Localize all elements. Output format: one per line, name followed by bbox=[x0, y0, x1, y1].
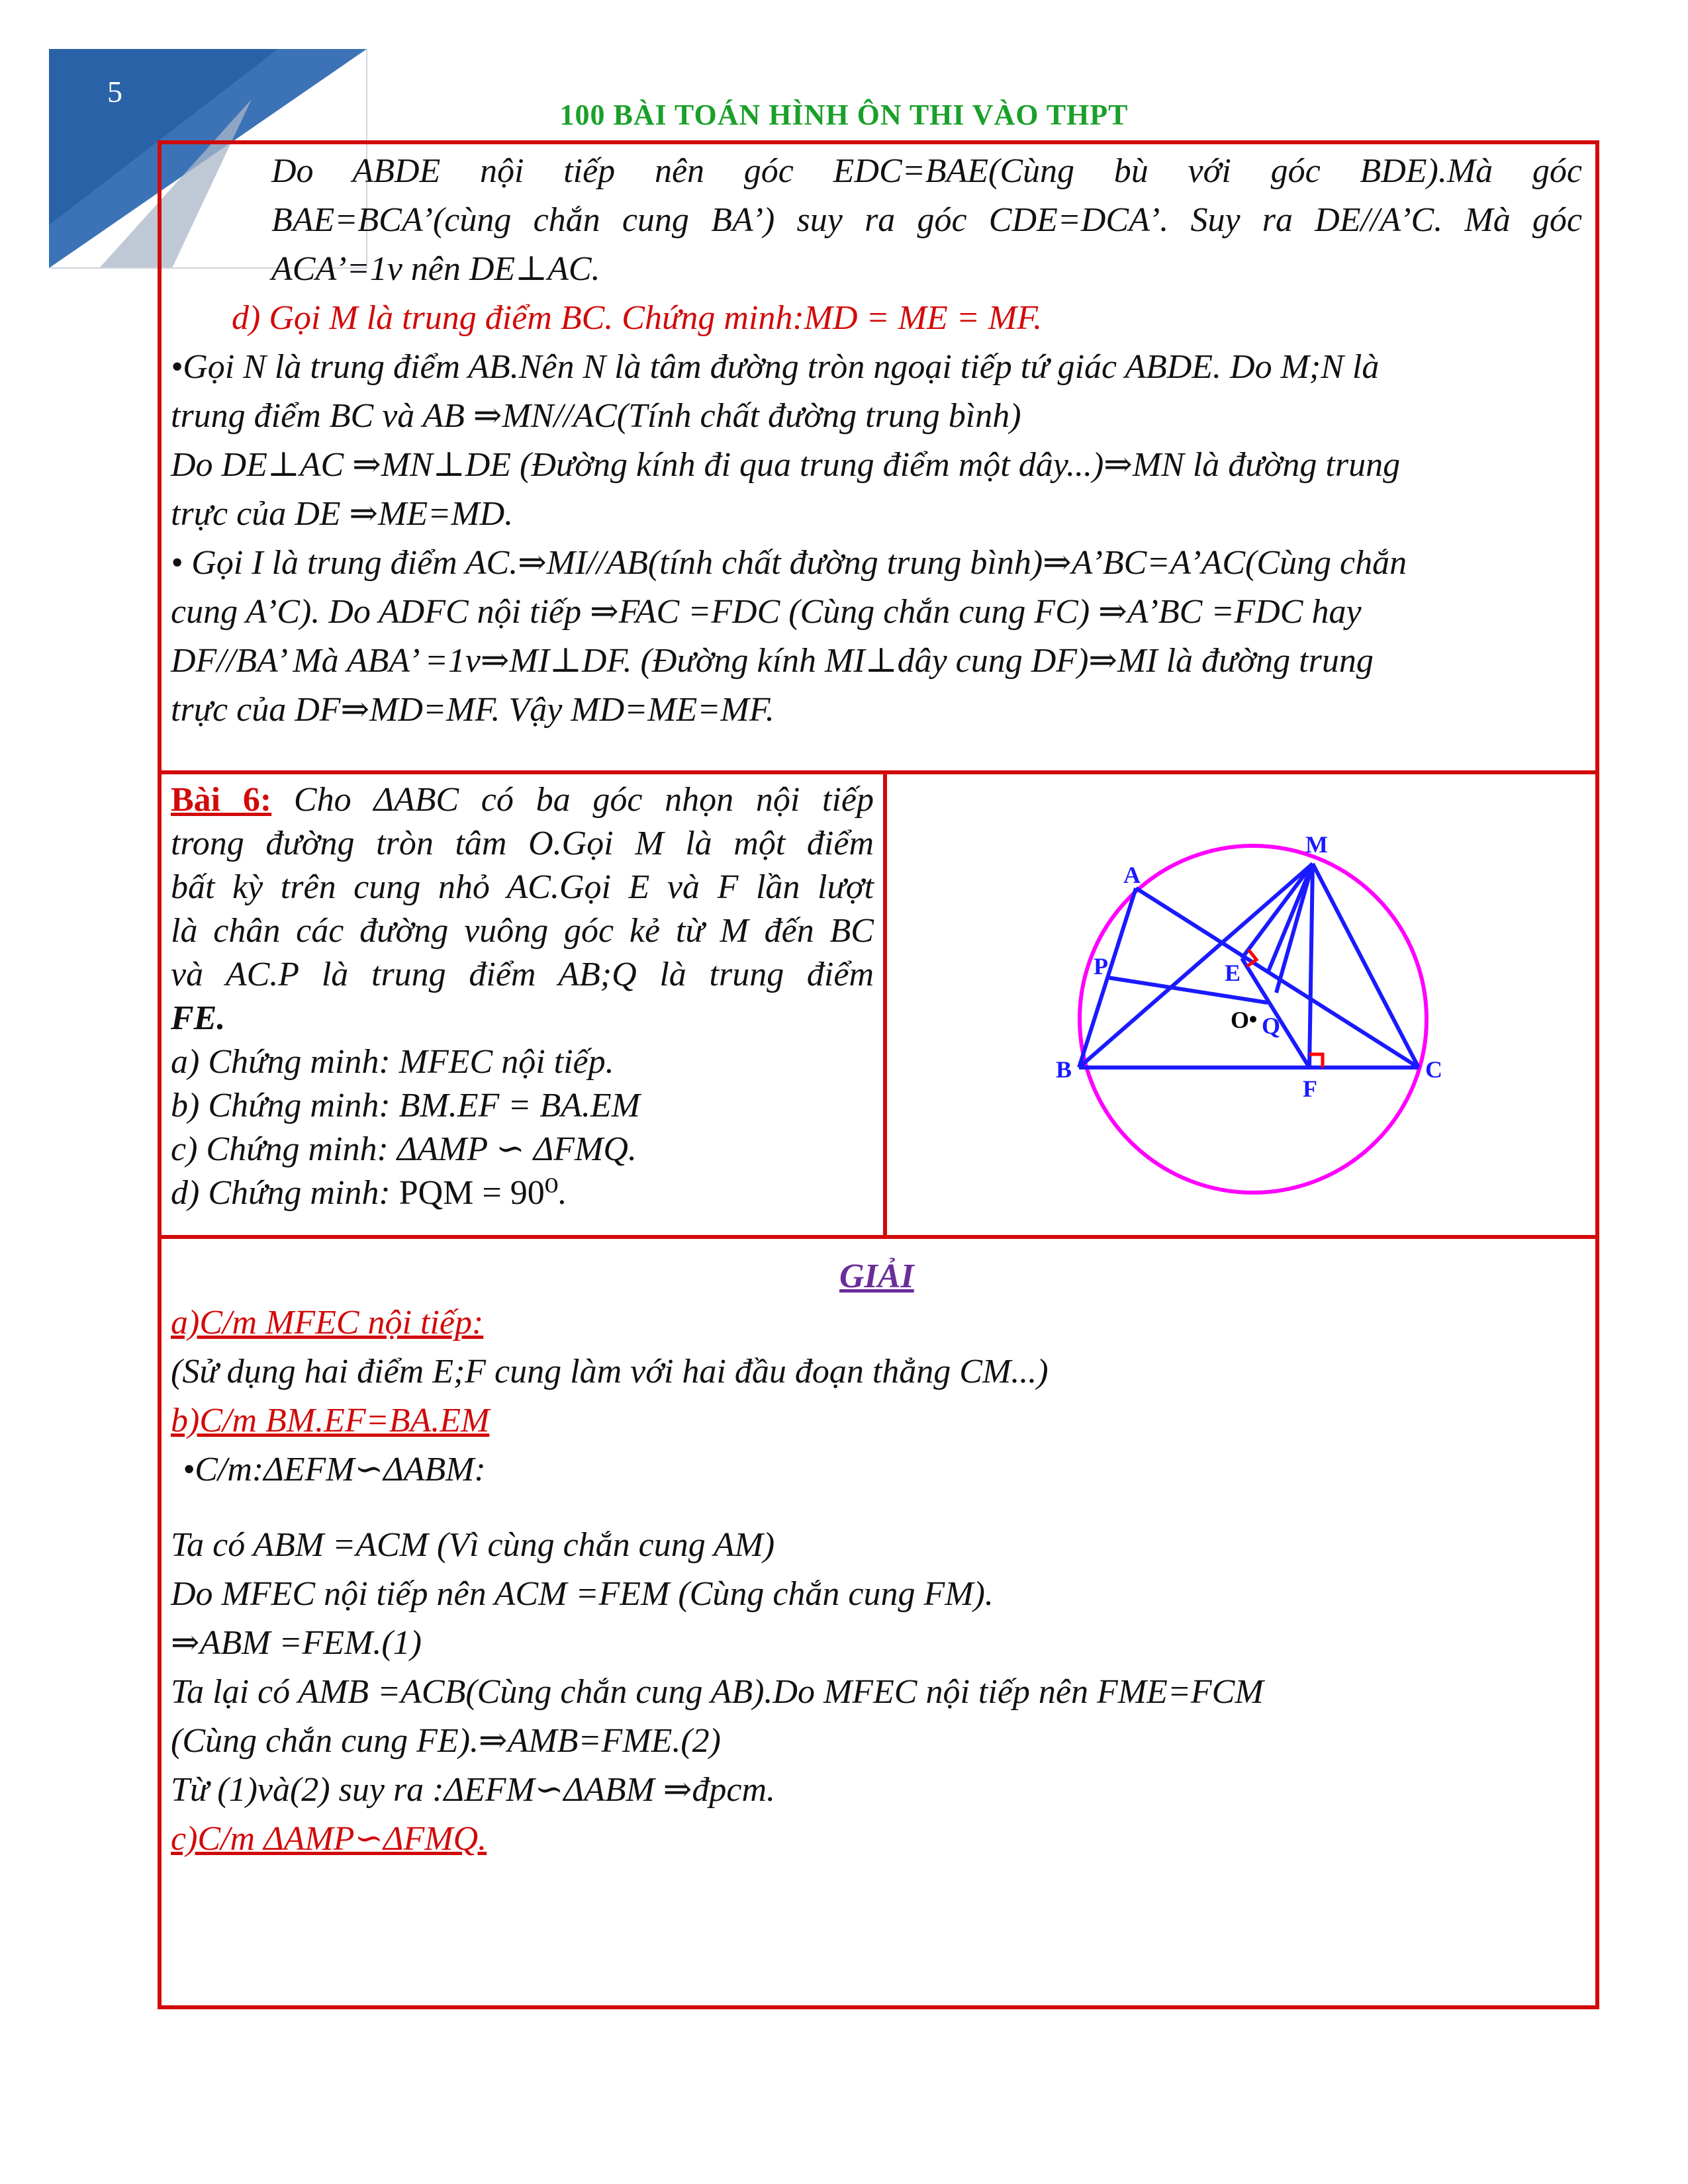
geometry-figure bbox=[887, 774, 1595, 1235]
label-c: C bbox=[1425, 1056, 1442, 1083]
divider-2 bbox=[158, 1235, 1599, 1239]
solution-heading: GIẢI bbox=[839, 1257, 914, 1295]
label-q: Q bbox=[1262, 1013, 1281, 1039]
angle-formula: PQM = 90⁰ bbox=[399, 1174, 559, 1212]
label-p: P bbox=[1094, 953, 1108, 979]
center-point bbox=[1250, 1016, 1256, 1023]
proof-paragraph-i: • Gọi I là trung điểm AC.⇒MI//AB(tính chất đường trung bình)⇒A’BC=A’AC(Cùng chắn cung A’C). Do ADFC nội tiếp ⇒FAC =FDC (Cùng chắn cung FC) ⇒A’BC =FDC hay DF//BA’ Mà ABA’ =1v⇒MI⊥DF. (Đường kính MI⊥dây cung DF)⇒MI là đường trung trực của DF⇒MD=MF. Vậy MD=ME=MF. bbox=[171, 544, 1407, 729]
label-e: E bbox=[1225, 960, 1241, 986]
label-b: B bbox=[1056, 1056, 1072, 1083]
page-number: 5 bbox=[107, 75, 122, 109]
document-title: 100 BÀI TOÁN HÌNH ÔN THI VÀO THPT bbox=[559, 99, 1129, 131]
part-d-heading: d) Gọi M là trung điểm BC. Chứng minh:MD = ME = MF. bbox=[232, 299, 1043, 337]
label-f: F bbox=[1303, 1075, 1317, 1102]
solution-body: a)C/m MFEC nội tiếp: (Sử dụng hai điểm E;F cung làm với hai đầu đoạn thẳng CM...) b)C/m BM.EF=BA.EM •C/m:ΔEFM∽ΔABM: Ta có ABM =ACM (Vì cùng chắn cung AM) Do MFEC nội tiếp nên ACM =FEM (Cùng chắn cung FM). ⇒ABM =FEM.(1) Ta lại có AMB =ACB(Cùng chắn cung AB).Do MFEC nội tiếp nên FME=FCM (Cùng chắn cung FE).⇒AMB=FME.(2) Từ (1)và(2) suy ra :ΔEFM∽ΔABM ⇒đpcm. c)C/m ΔAMP∽ΔFMQ. bbox=[171, 1304, 1264, 1858]
label-a: A bbox=[1123, 862, 1141, 888]
proof-paragraph-c: Do ABDE nội tiếp nên góc EDC=BAE(Cùng bù với góc BDE).Mà góc BAE=BCA’(cùng chắn cung BA’) suy ra góc CDE=DCA’. Suy ra DE//A’C. Mà góc ACA’=1v nên DE⊥AC. bbox=[271, 152, 1582, 288]
label-o: O bbox=[1231, 1007, 1250, 1033]
problem-6-statement: Bài 6: Cho ΔABC có ba góc nhọn nội tiếp trong đường tròn tâm O.Gọi M là một điểm bất kỳ trên cung nhỏ AC.Gọi E và F lần lượt là chân các đường vuông góc kẻ từ M đến BC và AC.P là trung điểm AB;Q là trung điểm FE. a) Chứng minh: MFEC nội tiếp. b) Chứng minh: BM.EF = BA.EM c) Chứng minh: ΔAMP ∽ ΔFMQ. d) Chứng minh: PQM = 90⁰. bbox=[171, 781, 874, 1212]
label-m: M bbox=[1305, 831, 1328, 858]
problem-label: Bài 6: bbox=[171, 781, 272, 819]
proof-paragraph-n: •Gọi N là trung điểm AB.Nên N là tâm đường tròn ngoại tiếp tứ giác ABDE. Do M;N là trung điểm BC và AB ⇒MN//AC(Tính chất đường trung bình) Do DE⊥AC ⇒MN⊥DE (Đường kính đi qua trung điểm một dây...)⇒MN là đường trung trực của DE ⇒ME=MD. bbox=[171, 348, 1401, 533]
